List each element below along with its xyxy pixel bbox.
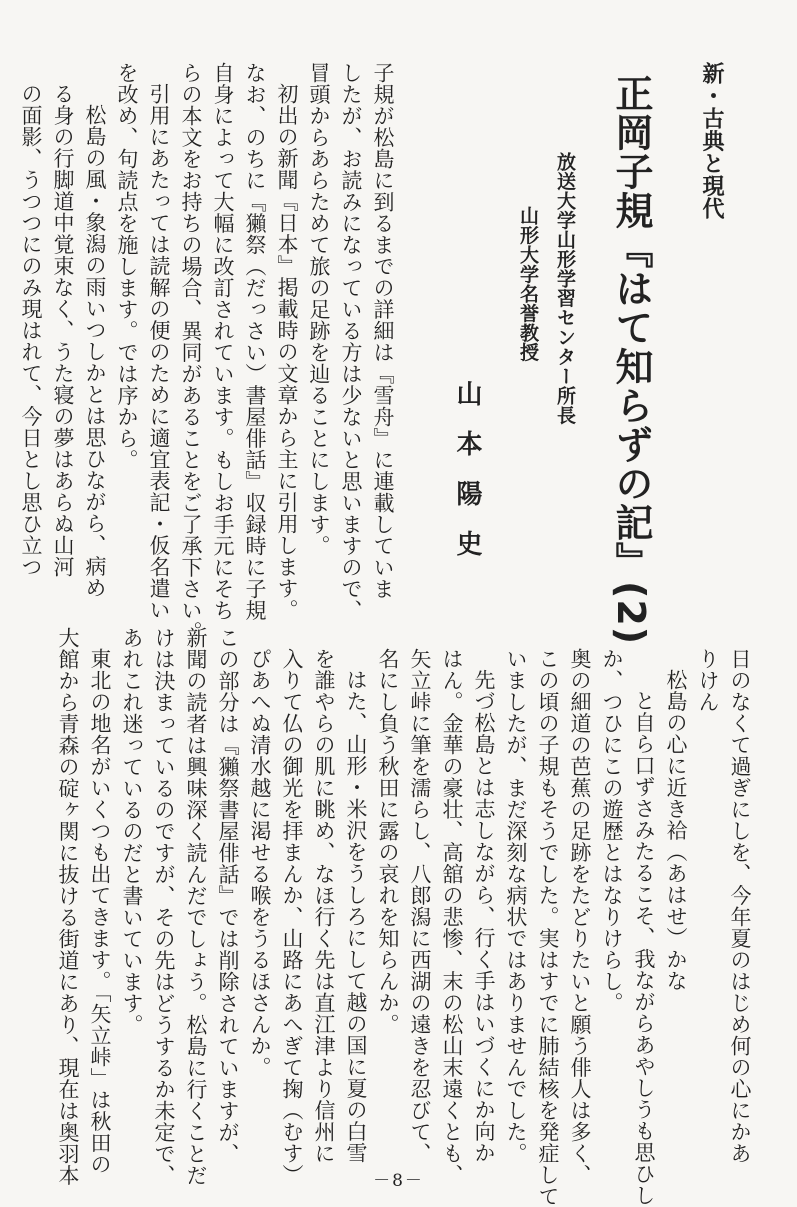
page-title: 正岡子規『はて知らずの記』(2) — [609, 74, 653, 646]
bottom-column-11: 矢立峠に筆を濡らし、八郎潟に西湖の遠きを忍びて、 — [408, 648, 432, 1164]
show-through-texture — [747, 40, 767, 520]
bottom-column-13: はた、山形・米沢をうしろにして越の国に夏の白雪 — [344, 669, 368, 1164]
bottom-column-14: を誰やらの肌に眺め、なほ行く先は直江津より信州に — [312, 648, 336, 1164]
top-column-10: 松島の風・象潟の雨いつしかとは思ひながら、病め — [83, 104, 107, 599]
top-column-7: らの本文をお持ちの場合、異同があることをご了承下さい。 — [179, 62, 203, 643]
author-name: 山本陽史 — [452, 380, 482, 580]
bottom-column-16: ぴあへぬ清水越に渇せる喉をうるほさんか。 — [248, 648, 272, 1078]
bottom-column-21: 東北の地名がいくつも出てきます。「矢立峠」は秋田の — [88, 648, 112, 1175]
top-column-3: 冒頭からあらためて旅の足跡を辿ることにします。 — [307, 62, 331, 557]
bottom-column-3: 松島の心に近き袷（あはせ）かな — [664, 669, 688, 992]
bottom-column-8: いましたが、まだ深刻な病状ではありませんでした。 — [504, 648, 528, 1164]
bottom-column-22: 大館から青森の碇ヶ関に抜ける街道にあり、現在は奥羽本 — [56, 627, 80, 1186]
bottom-column-9: 先づ松島とは志しながら、行く手はいづくにか向か — [472, 669, 496, 1164]
author-affiliation-2: 山形大学名誉教授 — [517, 206, 539, 362]
top-column-2: したが、お読みになっている方は少ないと思いますので、 — [339, 62, 363, 621]
bottom-column-19: けは決まっているのですが、その先はどうするか未定で、 — [152, 627, 176, 1186]
top-column-6: 自身によって大幅に改訂されています。もしお手元にそち — [211, 62, 235, 621]
top-column-9: を改め、句読点を施します。では序から。 — [115, 62, 139, 471]
top-column-8: 引用にあたっては読解の便のために適宜表記・仮名遣い — [147, 83, 171, 621]
top-column-12: の面影、うつつにのみ現はれて、今日とし思ひ立つ — [19, 83, 43, 578]
bottom-column-12: 名にし負う秋田に露の哀れを知らんか。 — [376, 648, 400, 1035]
bottom-column-15: 入りて仏の御光を拝まんか、山路にあへぎて掬（むす） — [280, 648, 304, 1186]
bottom-column-6: 奥の細道の芭蕉の足跡をたどりたいと願う俳人は多く、 — [568, 648, 592, 1186]
bottom-column-7: この頃の子規もそうでした。実はすでに肺結核を発症して — [536, 648, 560, 1207]
top-column-5: なお、のちに『獺祭（だっさい）書屋俳話』収録時に子規 — [243, 62, 267, 621]
bottom-column-18: 新聞の読者は興味深く読んだでしょう。松島に行くことだ — [184, 627, 208, 1186]
top-column-4: 初出の新聞『日本』掲載時の文章から主に引用します。 — [275, 83, 299, 621]
bottom-column-1: 日のなくて過ぎにしを、今年夏のはじめ何の心にかあ — [728, 648, 752, 1164]
series-label: 新・古典と現代 — [699, 62, 724, 220]
bottom-column-5: か、つひにこの遊歴とはなりけらし。 — [600, 648, 624, 1014]
top-column-11: る身の行脚道中覚束なく、うた寝の夢はあらぬ山河 — [51, 83, 75, 578]
bottom-column-17: この部分は『獺祭書屋俳話』では削除されていますが、 — [216, 627, 240, 1165]
bottom-column-10: はん。金華の豪壮、高舘の悲惨、末の松山末遠くとも、 — [440, 648, 464, 1186]
page-number: －8－ — [373, 1171, 424, 1191]
top-column-1: 子規が松島に到るまでの詳細は『雪舟』に連載していま — [371, 62, 395, 600]
bottom-column-2: りけん — [696, 648, 720, 713]
bottom-column-4: と自ら口ずさみたるこそ、我ながらあやしうも思ひし — [632, 690, 656, 1206]
author-affiliation-1: 放送大学山形学習センター所長 — [554, 152, 576, 425]
bottom-column-20: あれこれ迷っているのだと書いています。 — [120, 627, 144, 1036]
